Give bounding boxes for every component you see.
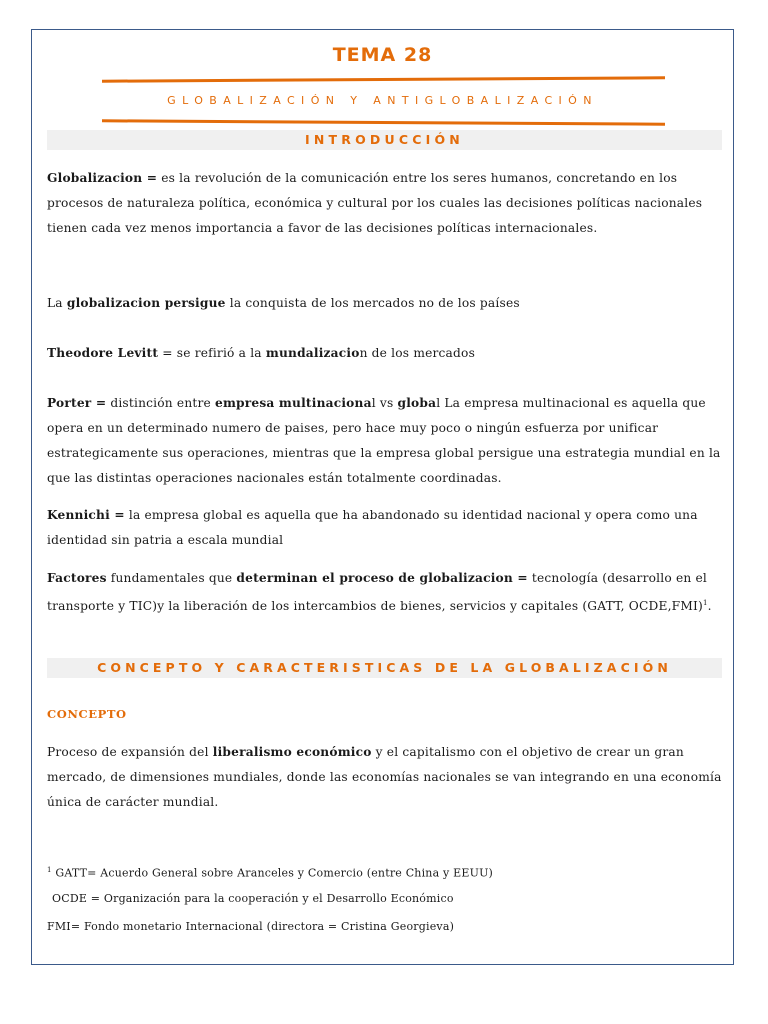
- paragraph-text: = se refirió a la: [158, 346, 266, 360]
- term: liberalismo económico: [212, 745, 372, 759]
- footnote-ocde: OCDE = Organización para la cooperación y el Desarrollo Económico: [52, 892, 454, 905]
- footnote-gatt: [47, 866, 722, 880]
- paragraph-text: y el capitalismo con el objetivo de crear un gran mercado, de dimensiones mundiales, donde las economías nacionales se van integrando en una economía única de carácter mundial.: [47, 745, 722, 809]
- term: empresa multinaciona: [214, 396, 372, 410]
- term: globa: [397, 396, 437, 410]
- paragraph-kennichi: [47, 503, 722, 553]
- paragraph-concepto: [47, 740, 722, 815]
- paragraph-globalizacion: [47, 166, 722, 241]
- section-heading-introduccion: INTRODUCCIÓN: [47, 130, 722, 150]
- term: determinan el proceso de globalizacion =: [236, 571, 528, 585]
- paragraph-text: fundamentales que: [106, 571, 237, 585]
- term: globalizacion persigue: [66, 296, 226, 310]
- paragraph-text: n de los mercados: [359, 346, 476, 360]
- term: Theodore Levitt: [47, 346, 159, 360]
- paragraph-text: la empresa global es aquella que ha abandonado su identidad nacional y opera como una identidad sin patria a escala mundial: [47, 508, 698, 547]
- page-title: TEMA 28: [332, 44, 433, 66]
- footnote-fmi: FMI= Fondo monetario Internacional (directora = Cristina Georgieva): [47, 920, 455, 933]
- section-heading-concepto: CONCEPTO Y CARACTERISTICAS DE LA GLOBALIZACIÓN: [47, 658, 722, 678]
- term: mundalizacio: [265, 346, 360, 360]
- paragraph-text: l vs: [371, 396, 398, 410]
- paragraph-text: .: [707, 599, 712, 614]
- term: Globalizacion =: [47, 171, 158, 185]
- paragraph-text: la conquista de los mercados no de los países: [225, 296, 520, 310]
- footnote-text: GATT= Acuerdo General sobre Aranceles y Comercio (entre China y EEUU): [51, 866, 494, 880]
- page-subtitle: GLOBALIZACIÓN Y ANTIGLOBALIZACIÓN: [167, 94, 598, 107]
- term: Porter =: [47, 396, 107, 410]
- paragraph-text: Proceso de expansión del: [47, 745, 213, 759]
- paragraph-text: es la revolución de la comunicación entre los seres humanos, concretando en los procesos de naturaleza política, económica y cultural por los cuales las decisiones políticas nacionales tienen cada vez menos importancia a favor de las decisiones políticas internacionales.: [47, 171, 703, 235]
- paragraph-factores: [47, 566, 722, 619]
- paragraph-text: l La empresa multinacional es aquella que opera en un determinado numero de paises, pero hace muy poco o ningún esfuerza por unificar estrategicamente sus operaciones, mientras que la empresa global persigue una estrategia mundial en la que las distintas operaciones nacionales están totalmente coordinadas.: [47, 396, 721, 485]
- paragraph-porter: [47, 391, 722, 491]
- footnote-mark: 1: [47, 866, 52, 874]
- paragraph-text: distinción entre: [106, 396, 215, 410]
- term: Factores: [47, 571, 107, 585]
- footnote-reference[interactable]: 1: [702, 599, 708, 607]
- paragraph-persigue: [47, 291, 722, 316]
- paragraph-levitt: [47, 341, 722, 366]
- paragraph-text: La: [47, 296, 67, 310]
- subheading-concepto: CONCEPTO: [47, 707, 127, 721]
- term: Kennichi =: [47, 508, 125, 522]
- paragraph-text: tecnología (desarrollo en el transporte y TIC)y la liberación de los intercambios de bienes, servicios y capitales (GATT, OCDE,FMI): [47, 571, 708, 614]
